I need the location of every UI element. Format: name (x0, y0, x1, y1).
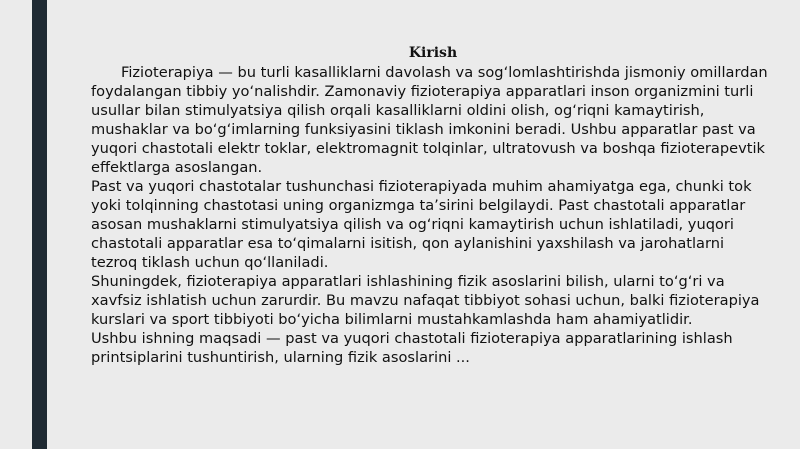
paragraph-goal: Ushbu ishning maqsadi — past va yuqori chastotali fizioterapiya apparatlarining ishlash printsiplarini tushuntirish, ularning fizik asoslarini ... (91, 330, 733, 366)
paragraph-importance: Shuningdek, fizioterapiya apparatlari ishlashining fizik asoslarini bilish, ularni to‘g‘ri va xavfsiz ishlatish uchun zarurdir. Bu mavzu nafaqat tibbiyot sohasi uchun, balki fizioterapiya kurslari va sport tibbiyoti bo‘yicha bilimlarni mustahkamlashda ham ahamiyatlidir. (91, 273, 760, 328)
paragraph-frequencies: Past va yuqori chastotalar tushunchasi fizioterapiyada muhim ahamiyatga ega, chunki tok yoki tolqinning chastotasi uning organizmga ta’sirini belgilaydi. Past chastotali apparatlar asosan mushaklarni stimulyatsiya qilish va og‘riqni kamaytirish uchun ishlatiladi, yuqori chastotali apparatlar esa to‘qimalarni isitish, qon aylanishini yaxshilash va jarohatlarni tezroq tiklash uchun qo‘llaniladi. (91, 178, 752, 271)
paragraph-intro: Fizioterapiya — bu turli kasalliklarni davolash va sog‘lomlashtirishda jismoniy omillardan foydalangan tibbiy yo‘nalishdir. Zamonaviy fizioterapiya apparatlari inson organizmini turli usullar bilan stimulyatsiya qilish orqali kasalliklarni oldini olish, og‘riqni kamaytirish, mushaklar va bo‘g‘imlarning funksiyasini tiklash imkonini beradi. Ushbu apparatlar past va yuqori chastotali elektr toklar, elektromagnit tolqinlar, ultratovush va boshqa fizioterapevtik effektlarga asoslangan. (91, 64, 768, 176)
slide-title: Kirish (408, 45, 458, 61)
slide-text-body (91, 44, 771, 367)
slide-canvas (47, 0, 800, 449)
slide-left-accent-bar (32, 0, 47, 449)
